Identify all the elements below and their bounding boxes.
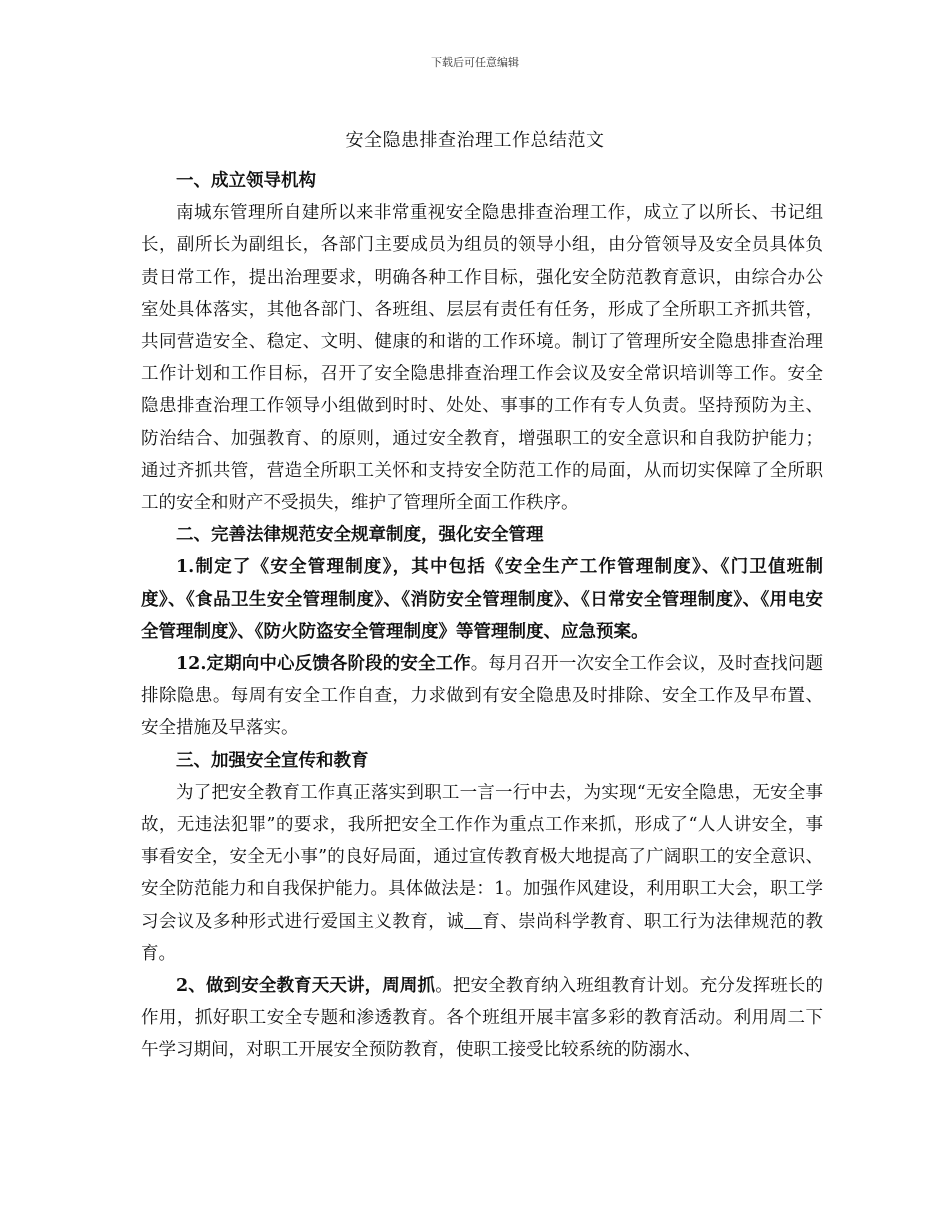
section-3-paragraph [141, 777, 823, 970]
section-1-paragraph: 南城东管理所自建所以来非常重视安全隐患排查治理工作，成立了以所长、书记组长，副所长为副组长，各部门主要成员为组员的领导小组，由分管领导及安全员具体负责日常工作，提出治理要求，明确各种工作目标，强化安全防范教育意识，由综合办公室处具体落实，其他各部门、各班组、层层有责任有任务，形成了全所职工齐抓共管，共同营造安全、稳定、文明、健康的和谐的工作环境。制订了管理所安全隐患排查治理工作计划和工作目标，召开了安全隐患排查治理工作会议及安全常识培训等工作。安全隐患排查治理工作领导小组做到时时、处处、事事的工作有专人负责。坚持预防为主、防治结合、加强教育、的原则，通过安全教育，增强职工的安全意识和自我防护能力；通过齐抓共管，营造全所职工关怀和支持安全防范工作的局面，从而切实保障了全所职工的安全和财产不受损失，维护了管理所全面工作秩序。 [141, 203, 823, 514]
document-title: 安全隐患排查治理工作总结范文 [345, 130, 605, 151]
section-3-text-b: 育、崇尚科学教育、职工行为法律规范的教育。 [141, 911, 823, 964]
section-3-text-a: 为了把安全教育工作真正落实到职工一言一行中去，为实现“无安全隐患，无安全事故，无违法犯罪”的要求，我所把安全工作作为重点工作来抓，形成了“人人讲安全，事事看安全，安全无小事”的良好局面，通过宣传教育极大地提高了广阔职工的安全意识、安全防范能力和自我保护能力。具体做法是：1。加强作风建设，利用职工大会，职工学习会议及多种形式进行爱国主义教育，诚 [141, 782, 823, 932]
section-1-heading: 一、成立领导机构 [176, 171, 316, 191]
section-3-item-2 [141, 970, 823, 1067]
document-body [141, 165, 823, 1067]
section-2-item-2 [141, 648, 823, 745]
section-3-heading: 三、加强安全宣传和教育 [176, 750, 369, 771]
section-3-item-2-text: 。把安全教育纳入班组教育计划。充分发挥班长的作用，抓好职工安全专题和渗透教育。各个班组开展丰富多彩的教育活动。利用周二下午学习期间，对职工开展安全预防教育，使职工接受比较系统的防溺水、 [141, 976, 823, 1061]
section-3-item-2-lead: 2、做到安全教育天天讲，周周抓 [176, 976, 436, 997]
section-2-item-2-text: 。每月召开一次安全工作会议，及时查找问题排除隐患。每周有安全工作自查，力求做到有安全隐患及时排除、安全工作及早布置、安全措施及早落实。 [141, 654, 823, 739]
section-2-item-1: 1.制定了《安全管理制度》，其中包括《安全生产工作管理制度》、《门卫值班制度》、《食品卫生安全管理制度》、《消防安全管理制度》、《日常安全管理制度》、《用电安全管理制度》、《防火防盗安全管理制度》等管理制度、应急预案。 [141, 557, 823, 642]
fill-in-blank [464, 912, 482, 932]
section-2-heading: 二、完善法律规范安全规章制度，强化安全管理 [176, 525, 544, 546]
header-note: 下载后可任意编辑 [431, 56, 519, 69]
section-2-item-2-lead: 12.定期向中心反馈各阶段的安全工作 [176, 654, 471, 675]
